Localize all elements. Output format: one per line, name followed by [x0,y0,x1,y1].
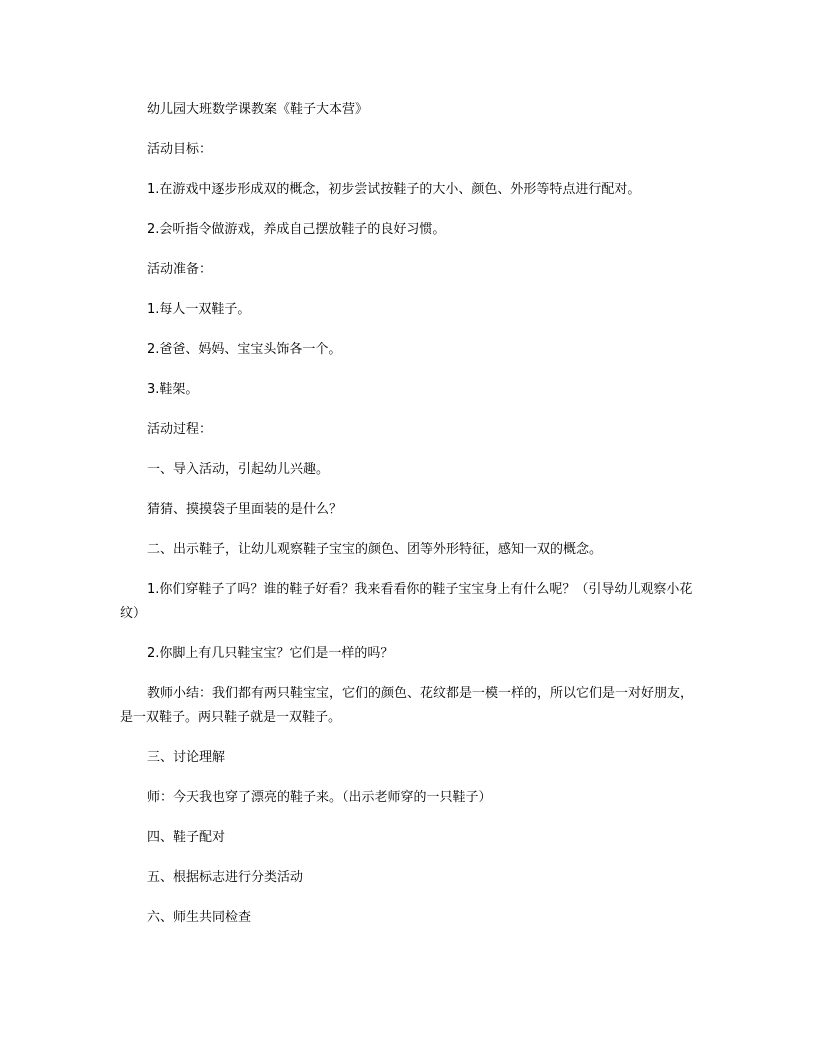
paragraph-guess: 猜猜、摸摸袋子里面装的是什么？ [147,502,343,517]
heading-activity-preparation: 活动准备： [147,262,213,277]
heading-activity-process: 活动过程： [147,422,213,437]
paragraph-teacher-summary: 教师小结：我们都有两只鞋宝宝，它们的颜色、花纹都是一模一样的，所以它们是一对好朋友，是一双鞋子。两只鞋子就是一双鞋子。 [120,686,694,725]
paragraph-goal-1: 1.在游戏中逐步形成双的概念，初步尝试按鞋子的大小、颜色、外形等特点进行配对。 [147,182,641,197]
paragraph-step-4: 四、鞋子配对 [147,830,226,845]
paragraph-question-2: 2.你脚上有几只鞋宝宝？它们是一样的吗？ [147,646,394,661]
paragraph-step-5: 五、根据标志进行分类活动 [147,870,304,885]
paragraph-prep-3: 3.鞋架。 [147,382,199,397]
paragraph-prep-2: 2.爸爸、妈妈、宝宝头饰各一个。 [147,342,342,357]
paragraph-goal-2: 2.会听指令做游戏，养成自己摆放鞋子的良好习惯。 [147,222,446,237]
document-title: 幼儿园大班数学课教案《鞋子大本营》 [147,102,369,117]
paragraph-step-6: 六、师生共同检查 [147,910,252,925]
paragraph-step-3: 三、讨论理解 [147,750,226,765]
paragraph-step-1: 一、导入活动，引起幼儿兴趣。 [147,462,330,477]
paragraph-question-1: 1.你们穿鞋子了吗？谁的鞋子好看？我来看看你的鞋子宝宝身上有什么呢？（引导幼儿观察小花纹） [120,582,693,621]
paragraph-step-2: 二、出示鞋子，让幼儿观察鞋子宝宝的颜色、团等外形特征，感知一双的概念。 [147,542,603,557]
heading-activity-goals: 活动目标： [147,142,213,157]
paragraph-prep-1: 1.每人一双鞋子。 [147,302,251,317]
paragraph-teacher-line: 师：今天我也穿了漂亮的鞋子来。（出示老师穿的一只鞋子） [147,790,492,805]
